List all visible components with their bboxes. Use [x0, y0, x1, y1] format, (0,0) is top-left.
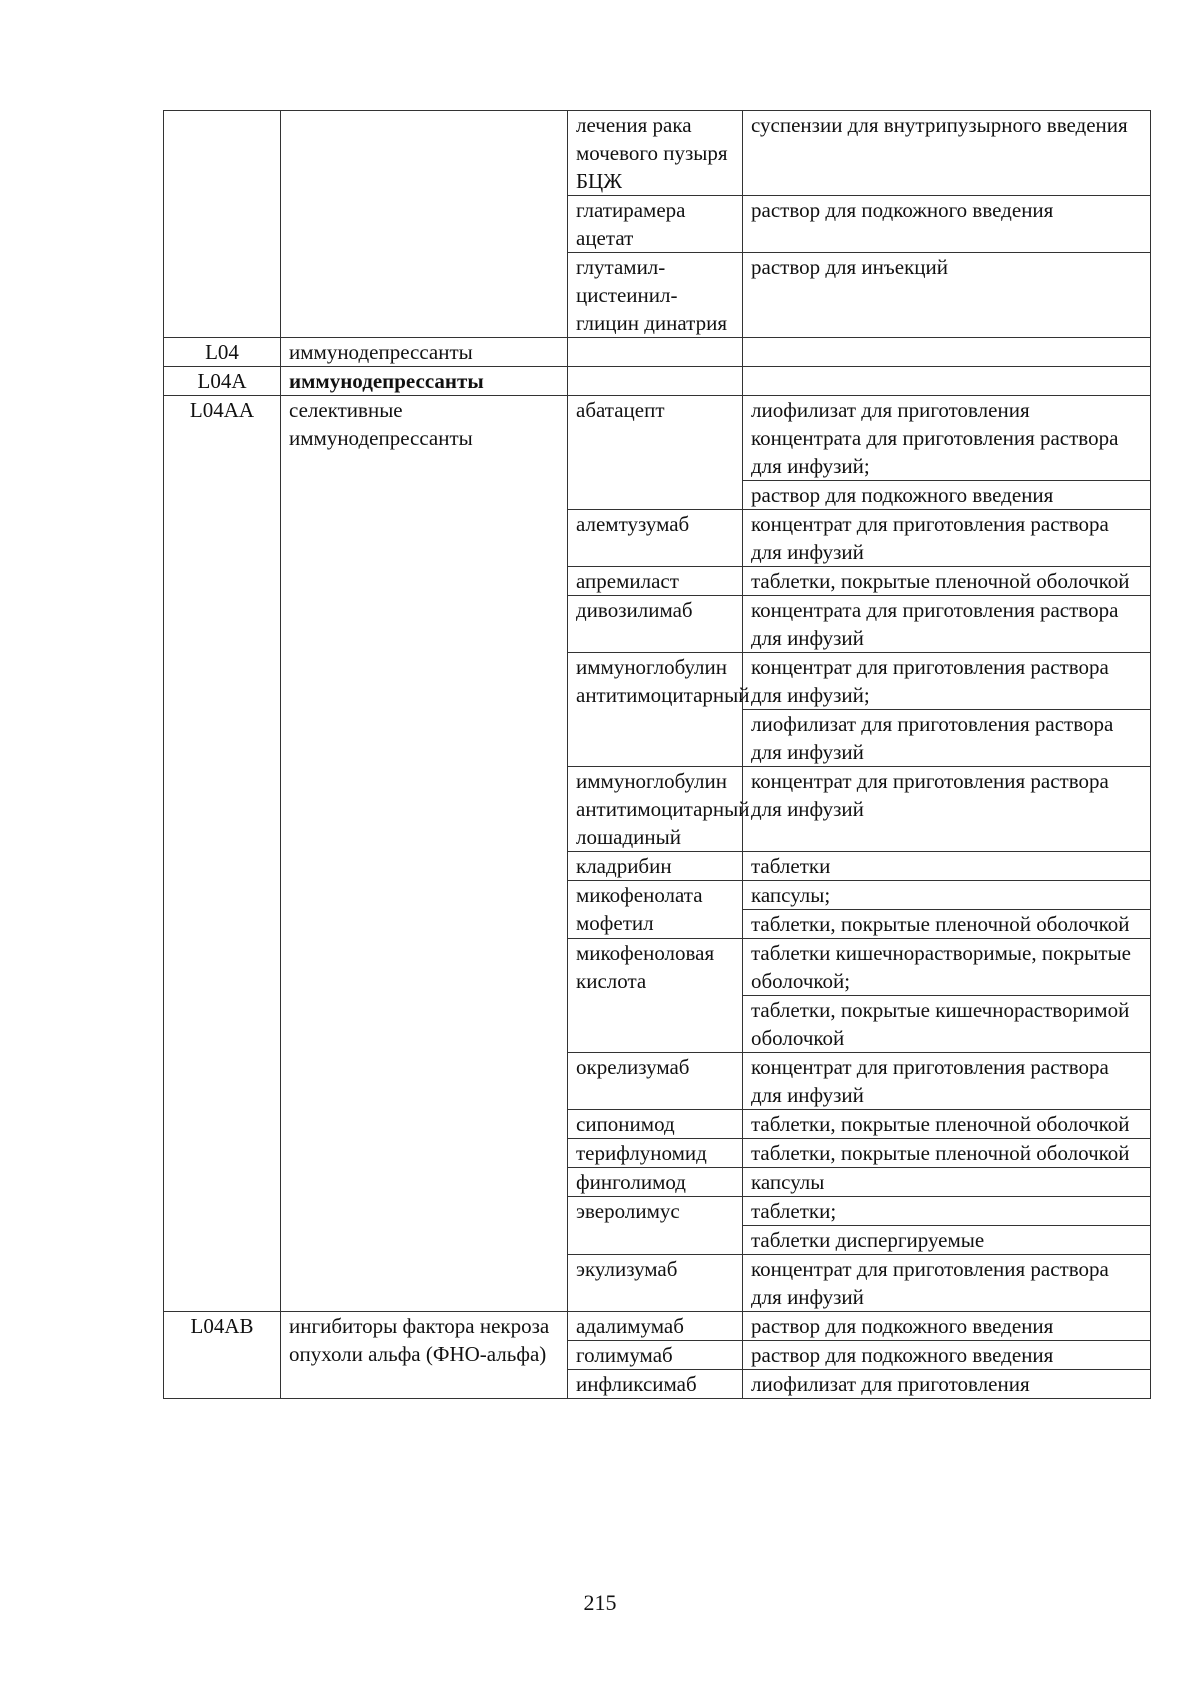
drug-name-cell: абатацепт [568, 396, 743, 510]
table-row [164, 367, 1151, 396]
dosage-form-cell [743, 1370, 1151, 1399]
drug-name-cell: глутамил-цистеинил-глицин динатрия [568, 253, 743, 338]
dosage-form: таблетки, покрытые пленочной оболочкой [751, 1141, 1130, 1165]
drug-name-cell: иммуноглобулин антитимоцитарный [568, 653, 743, 767]
dosage-form-cell [743, 852, 1151, 881]
dosage-form: таблетки кишечнорастворимые, покрытые оболочкой; [751, 941, 1131, 993]
atc-code-cell: L04 [164, 338, 281, 367]
dosage-form-cell [743, 653, 1151, 767]
atc-code-cell [164, 111, 281, 338]
drug-name-cell: окрелизумаб [568, 1053, 743, 1110]
drug-name-cell: адалимумаб [568, 1312, 743, 1341]
dosage-form: таблетки, покрытые пленочной оболочкой [751, 569, 1130, 593]
dosage-form: таблетки, покрытые пленочной оболочкой [743, 909, 1150, 938]
dosage-form: концентрат для приготовления раствора для инфузий [751, 1257, 1109, 1309]
dosage-form: таблетки [751, 854, 831, 878]
dosage-form: капсулы; [751, 883, 831, 907]
drug-name-cell: голимумаб [568, 1341, 743, 1370]
dosage-form-cell [743, 1110, 1151, 1139]
dosage-form-cell [743, 939, 1151, 1053]
dosage-form: таблетки, покрытые пленочной оболочкой [751, 1112, 1130, 1136]
drug-name-cell: сипонимод [568, 1110, 743, 1139]
dosage-form: лиофилизат для приготовления концентрата для приготовления раствора для инфузий; [751, 398, 1119, 478]
dosage-form-cell [743, 367, 1151, 396]
drug-name-cell [568, 338, 743, 367]
dosage-form: раствор для подкожного введения [751, 198, 1054, 222]
drug-name-cell: кладрибин [568, 852, 743, 881]
drug-name-cell: алемтузумаб [568, 510, 743, 567]
dosage-form: концентрат для приготовления раствора для инфузий; [751, 655, 1109, 707]
atc-code-cell: L04AA [164, 396, 281, 1312]
dosage-form-cell [743, 1197, 1151, 1255]
table-row [164, 396, 1151, 510]
drug-name-cell: иммуноглобулин антитимоцитарный лошадиный [568, 767, 743, 852]
table-row [164, 1312, 1151, 1341]
dosage-form-cell [743, 253, 1151, 338]
dosage-form: таблетки, покрытые кишечнорастворимой оболочкой [743, 995, 1150, 1052]
group-name-cell: ингибиторы фактора некроза опухоли альфа (ФНО-альфа) [281, 1312, 568, 1399]
dosage-form-cell [743, 1139, 1151, 1168]
atc-code-cell: L04A [164, 367, 281, 396]
dosage-form: раствор для подкожного введения [743, 480, 1150, 509]
dosage-form-cell [743, 567, 1151, 596]
dosage-form-cell [743, 196, 1151, 253]
drug-name-cell: эверолимус [568, 1197, 743, 1255]
page-number: 215 [583, 1590, 617, 1615]
drug-name-cell: экулизумаб [568, 1255, 743, 1312]
dosage-form-cell [743, 1255, 1151, 1312]
dosage-form: суспензии для внутрипузырного введения [751, 113, 1128, 137]
dosage-form-cell [743, 510, 1151, 567]
drug-name-cell: финголимод [568, 1168, 743, 1197]
dosage-form-cell [743, 1053, 1151, 1110]
drug-name-cell: микофеноловая кислота [568, 939, 743, 1053]
drug-name-cell [568, 367, 743, 396]
dosage-form-cell [743, 1341, 1151, 1370]
dosage-form-cell [743, 596, 1151, 653]
group-name-cell: иммунодепрессанты [281, 338, 568, 367]
dosage-form-cell [743, 111, 1151, 196]
dosage-form: лиофилизат для приготовления [751, 1372, 1030, 1396]
drug-name-cell: микофенолата мофетил [568, 881, 743, 939]
dosage-form-cell [743, 1168, 1151, 1197]
table-row [164, 111, 1151, 196]
drug-name-cell: терифлуномид [568, 1139, 743, 1168]
drug-name-cell: лечения рака мочевого пузыря БЦЖ [568, 111, 743, 196]
table-row [164, 338, 1151, 367]
dosage-form-cell [743, 338, 1151, 367]
dosage-form-cell [743, 396, 1151, 510]
dosage-form-cell [743, 881, 1151, 939]
dosage-form: концентрат для приготовления раствора для инфузий [751, 769, 1109, 821]
atc-code-cell: L04AB [164, 1312, 281, 1399]
dosage-form: капсулы [751, 1170, 825, 1194]
dosage-form: лиофилизат для приготовления раствора для инфузий [743, 709, 1150, 766]
dosage-form: раствор для инъекций [751, 255, 948, 279]
dosage-form-cell [743, 767, 1151, 852]
group-name-cell: иммунодепрессанты [281, 367, 568, 396]
drug-name-cell: инфликсимаб [568, 1370, 743, 1399]
dosage-form: раствор для подкожного введения [751, 1314, 1054, 1338]
dosage-form: концентрат для приготовления раствора для инфузий [751, 512, 1109, 564]
dosage-form: таблетки диспергируемые [743, 1225, 1150, 1254]
drug-name-cell: апремиласт [568, 567, 743, 596]
drug-name-cell: глатирамера ацетат [568, 196, 743, 253]
drug-table [163, 110, 1151, 1399]
dosage-form: таблетки; [751, 1199, 837, 1223]
drug-name-cell: дивозилимаб [568, 596, 743, 653]
dosage-form-cell [743, 1312, 1151, 1341]
dosage-form: концентрата для приготовления раствора для инфузий [751, 598, 1119, 650]
drug-table-container [163, 110, 1150, 1399]
group-name-cell [281, 111, 568, 338]
dosage-form: концентрат для приготовления раствора для инфузий [751, 1055, 1109, 1107]
group-name-cell: селективные иммунодепрессанты [281, 396, 568, 1312]
dosage-form: раствор для подкожного введения [751, 1343, 1054, 1367]
